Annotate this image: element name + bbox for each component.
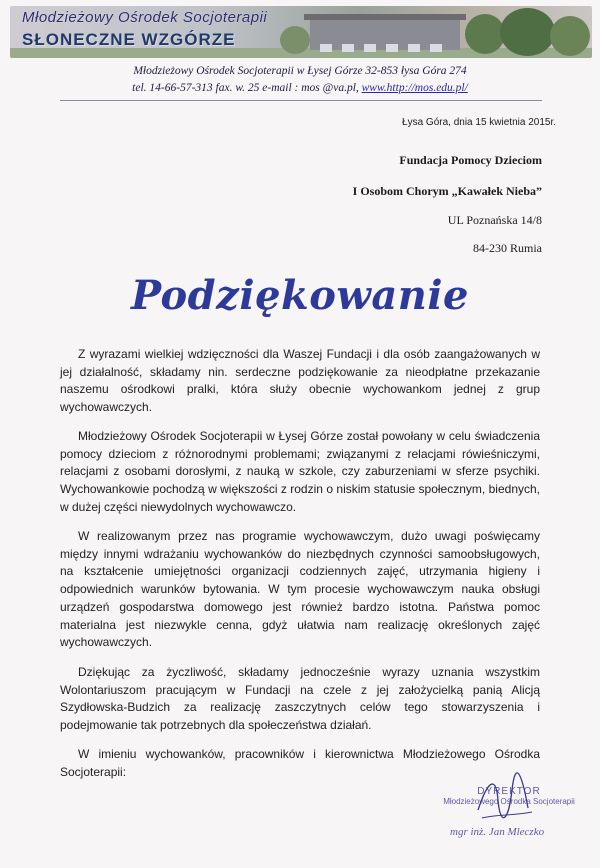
letter-date: Łysa Góra, dnia 15 kwietnia 2015r. bbox=[402, 117, 556, 128]
paragraph-2: Młodzieżowy Ośrodek Socjoterapii w Łysej Górze został powołany w celu świadczenia pomocy dzieciom z różnorodnymi problemami; związanymi z relacjami rówieśniczymi, relacjami z osobami dorosłymi, z nauką w szkole, czy zaburzeniami w sferze psychiki. Wychowankowie pochodzą w większości z rodzin o niskim statusie społecznym, biednych, w dużej części niewydolnych wychowawczo. bbox=[60, 429, 540, 514]
header-divider bbox=[60, 100, 542, 101]
stamp-org: Młodzieżowego Ośrodka Socjoterapii bbox=[443, 797, 575, 806]
recipient-city: 84-230 Rumia bbox=[473, 241, 542, 255]
stamp-title: DYREKTOR bbox=[477, 786, 541, 797]
banner-subtitle: SŁONECZNE WZGÓRZE bbox=[22, 30, 236, 49]
paragraph-3: W realizowanym przez nas programie wychowawczym, dużo uwagi poświęcamy między innymi wdrażaniu wychowanków do niezbędnych czynności samoobsługowych, na kształcenie umiejętności organizacji codziennych zajęć, utrzymania higieny i odpowiednich warunków bytowania. W tym procesie wychowawczym nauka obsługi urządzeń gospodarstwa domowego jest również bardzo istotna. Państwa pomoc materialna jest niezwykle cenna, gdyż ułatwia nam realizację określonych zajęć wychowawczych. bbox=[60, 529, 540, 650]
paragraph-4: Dziękując za życzliwość, składamy jednocześnie wyrazy uznania wszystkim Wolontariuszom pracującym w Fundacji na czele z jej założycielką panią Alicją Szydłowska-Budzich za realizację zaszczytnych celów tego stowarzyszenia i podejmowanie tak potrzebnych dla społeczeństwa działań. bbox=[60, 665, 540, 733]
paragraph-5: W imieniu wychowanków, pracowników i kierownictwa Młodzieżowego Ośrodka Socjoterapii: bbox=[60, 747, 540, 779]
signatory-name: mgr inż. Jan Mleczko bbox=[450, 826, 545, 838]
contact-line bbox=[0, 82, 600, 94]
banner-title: Młodzieżowy Ośrodek Socjoterapii bbox=[22, 9, 268, 26]
recipient-line-2: I Osobom Chorym „Kawałek Nieba” bbox=[352, 184, 542, 198]
address-line: Młodzieżowy Ośrodek Socjoterapii w Łysej Górze 32-853 łysa Góra 274 bbox=[133, 65, 467, 77]
handwritten-signature bbox=[468, 770, 538, 830]
letter-title: Podziękowanie bbox=[131, 272, 469, 319]
recipient-line-1: Fundacja Pomocy Dzieciom bbox=[399, 153, 542, 167]
website-link[interactable]: www.http://mos.edu.pl/ bbox=[361, 82, 468, 94]
paragraph-1: Z wyrazami wielkiej wdzięczności dla Waszej Fundacji i dla osób zaangażowanych w jej działalność, składamy nin. serdeczne podziękowanie za nieodpłatne przekazanie naszemu ośrodkowi pralki, która służy obecnie wychowankom jednej z grup wychowawczych. bbox=[60, 347, 540, 415]
letterhead-banner bbox=[10, 6, 592, 58]
recipient-street: UL Poznańska 14/8 bbox=[447, 213, 542, 227]
contact-text: tel. 14-66-57-313 fax. w. 25 e-mail : mos @va.pl, bbox=[132, 82, 359, 94]
